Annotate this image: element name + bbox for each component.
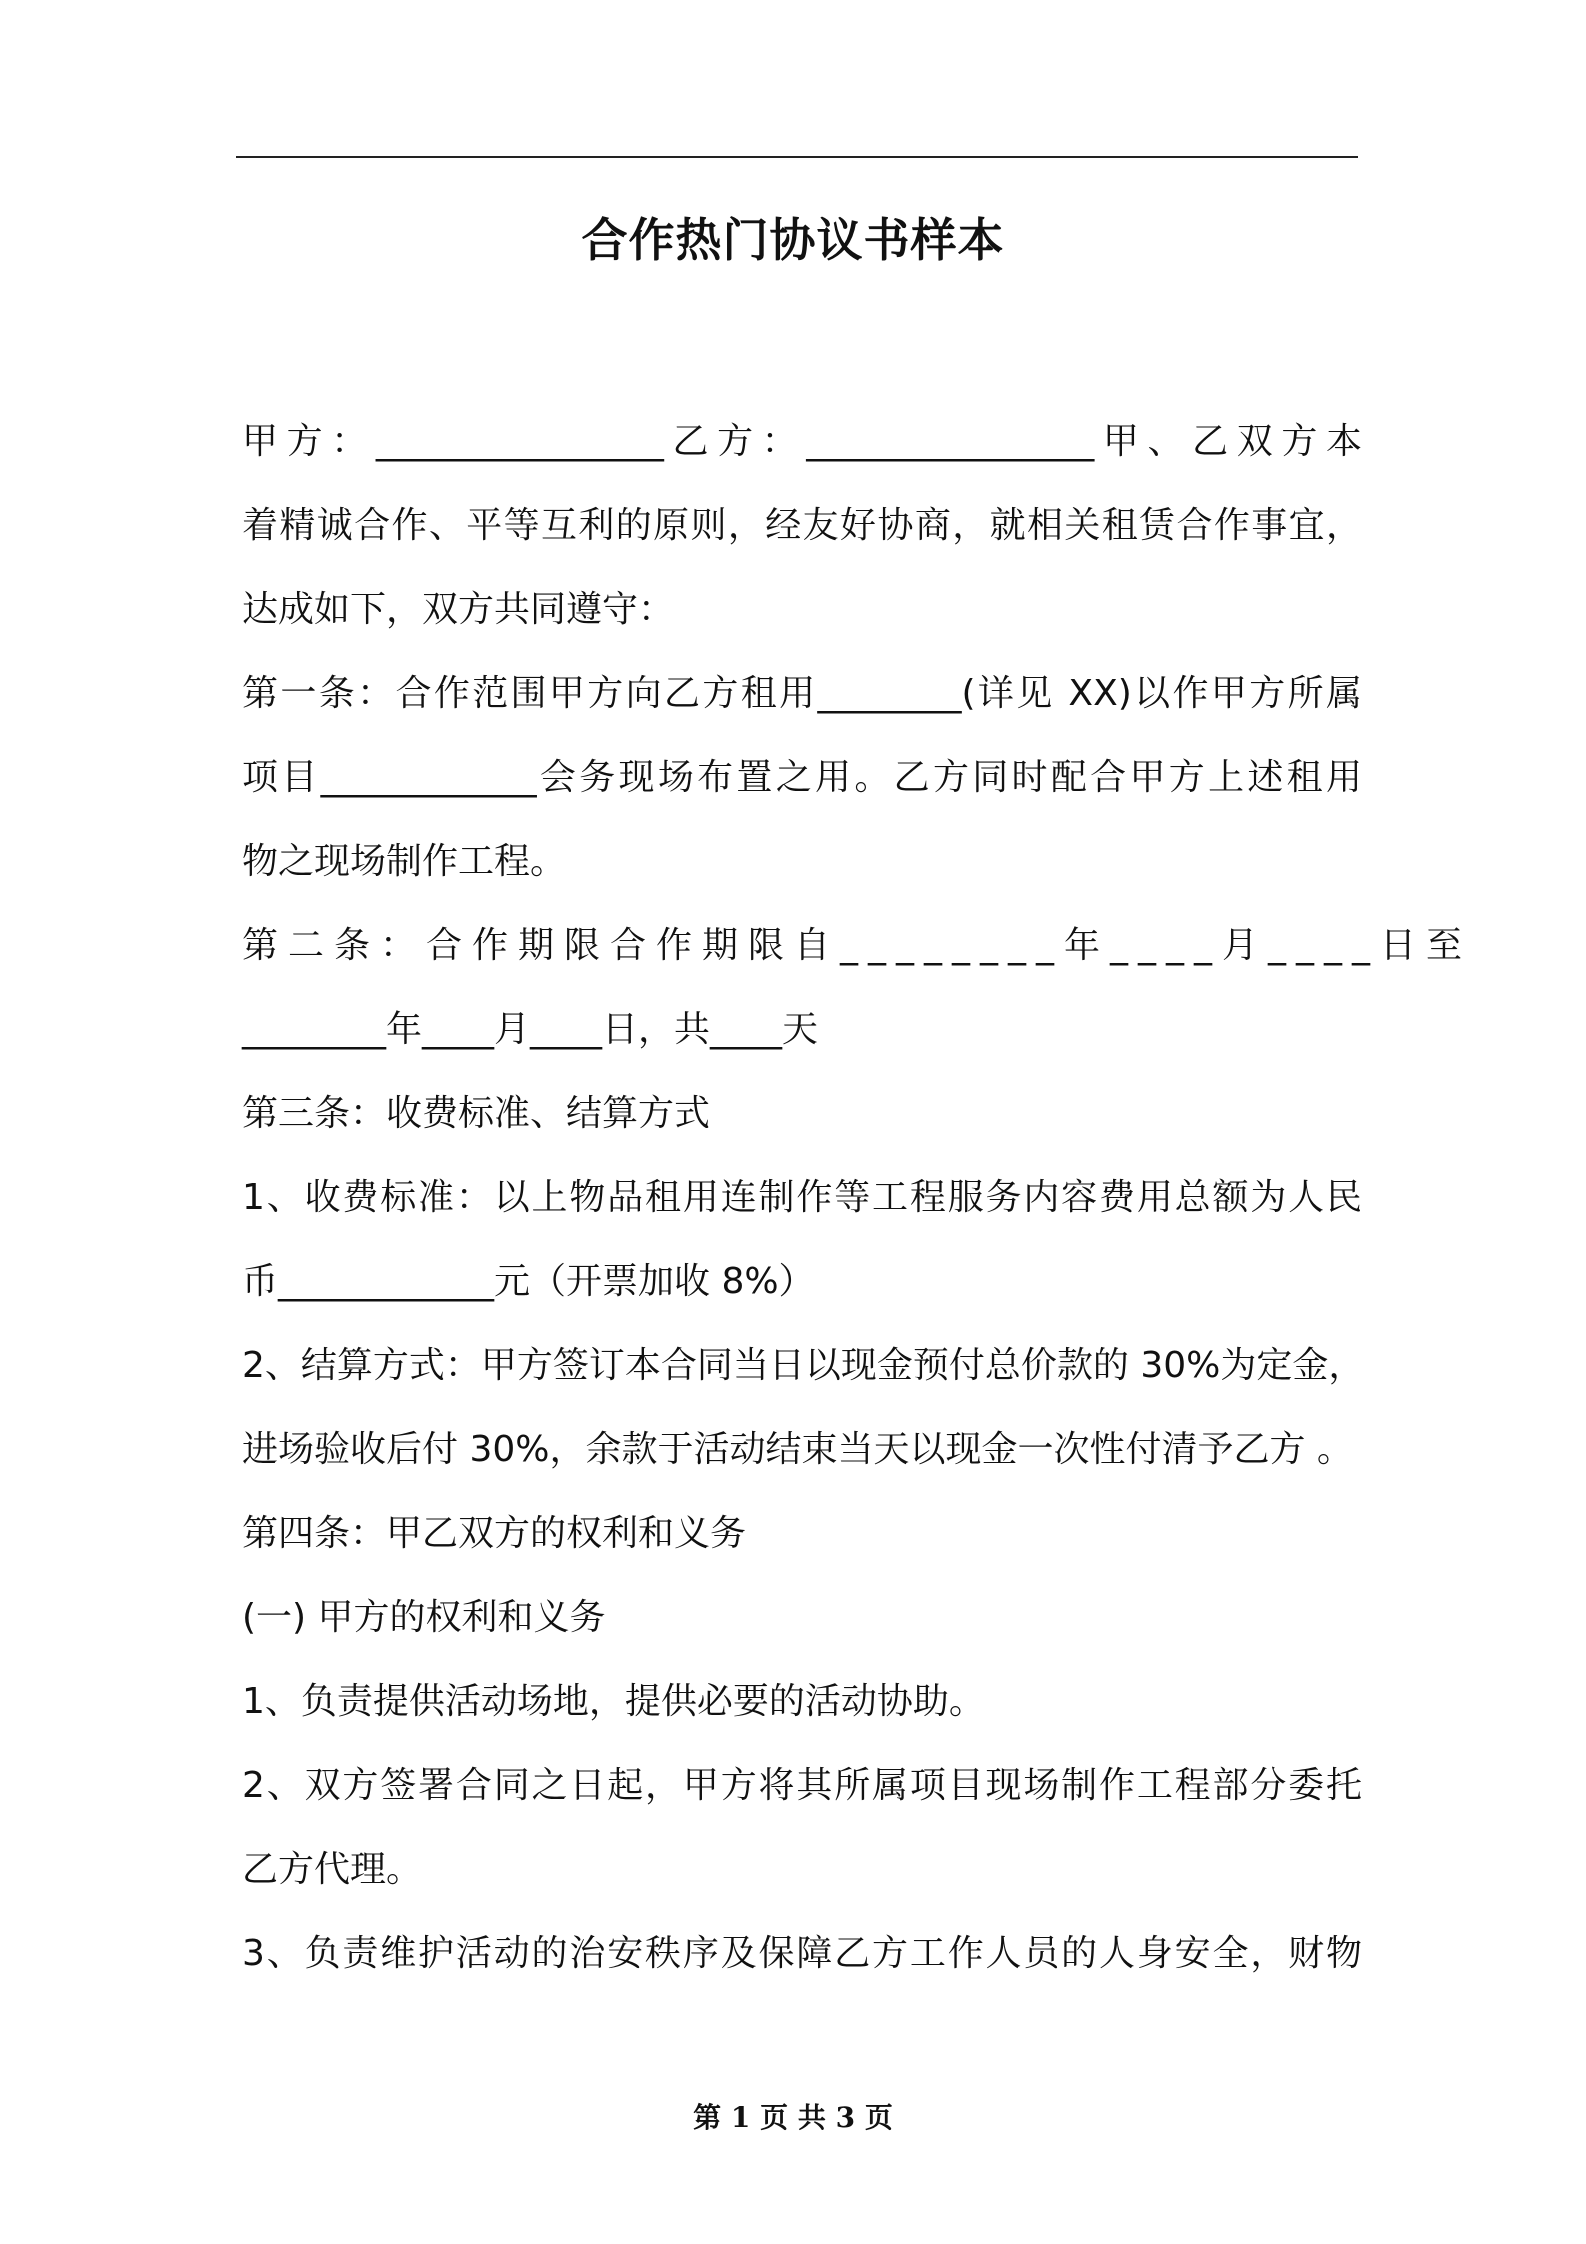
document-body xyxy=(242,400,1473,1996)
clause-3-heading: 第三条：收费标准、结算方式 xyxy=(242,1093,711,1134)
paragraph-line: 达成如下，双方共同遵守： xyxy=(242,589,675,630)
paragraph-line: ________年____月____日，共____天 xyxy=(242,1009,819,1050)
document-title: 合作热门协议书样本 xyxy=(581,213,1005,267)
list-item: 1、收费标准：以上物品租用连制作等工程服务内容费用总额为人民 xyxy=(242,1177,1362,1218)
paragraph-line: 甲方：________________乙方：________________甲、乙双方本 xyxy=(242,421,1362,462)
paragraph-line: 项目____________会务现场布置之用。乙方同时配合甲方上述租用 xyxy=(242,757,1362,798)
paragraph-line: 进场验收后付 30%，余款于活动结束当天以现金一次性付清予乙方 。 xyxy=(242,1429,1353,1470)
paragraph-line: 乙方代理。 xyxy=(242,1849,423,1890)
paragraph-line: 物之现场制作工程。 xyxy=(242,841,567,882)
list-item: 2、结算方式：甲方签订本合同当日以现金预付总价款的 30%为定金， xyxy=(242,1345,1365,1386)
paragraph-line: 币____________元（开票加收 8%） xyxy=(242,1261,815,1302)
list-item: 3、负责维护活动的治安秩序及保障乙方工作人员的人身安全，财物 xyxy=(242,1933,1362,1974)
sub-section-heading: (一) 甲方的权利和义务 xyxy=(242,1597,606,1638)
clause-1-heading-line: 第一条：合作范围甲方向乙方租用________(详见 XX)以作甲方所属 xyxy=(242,673,1362,714)
clause-4-heading: 第四条：甲乙双方的权利和义务 xyxy=(242,1513,747,1554)
clause-2-heading-line: 第二条：合作期限合作期限自________年____月____日至 xyxy=(242,925,1473,966)
list-item: 2、双方签署合同之日起，甲方将其所属项目现场制作工程部分委托 xyxy=(242,1765,1362,1806)
paragraph-line: 着精诚合作、平等互利的原则，经友好协商，就相关租赁合作事宜， xyxy=(242,505,1362,546)
header-rule xyxy=(236,156,1358,158)
list-item: 1、负责提供活动场地，提供必要的活动协助。 xyxy=(242,1681,985,1722)
page-number-footer: 第 1 页 共 3 页 xyxy=(693,2101,893,2134)
